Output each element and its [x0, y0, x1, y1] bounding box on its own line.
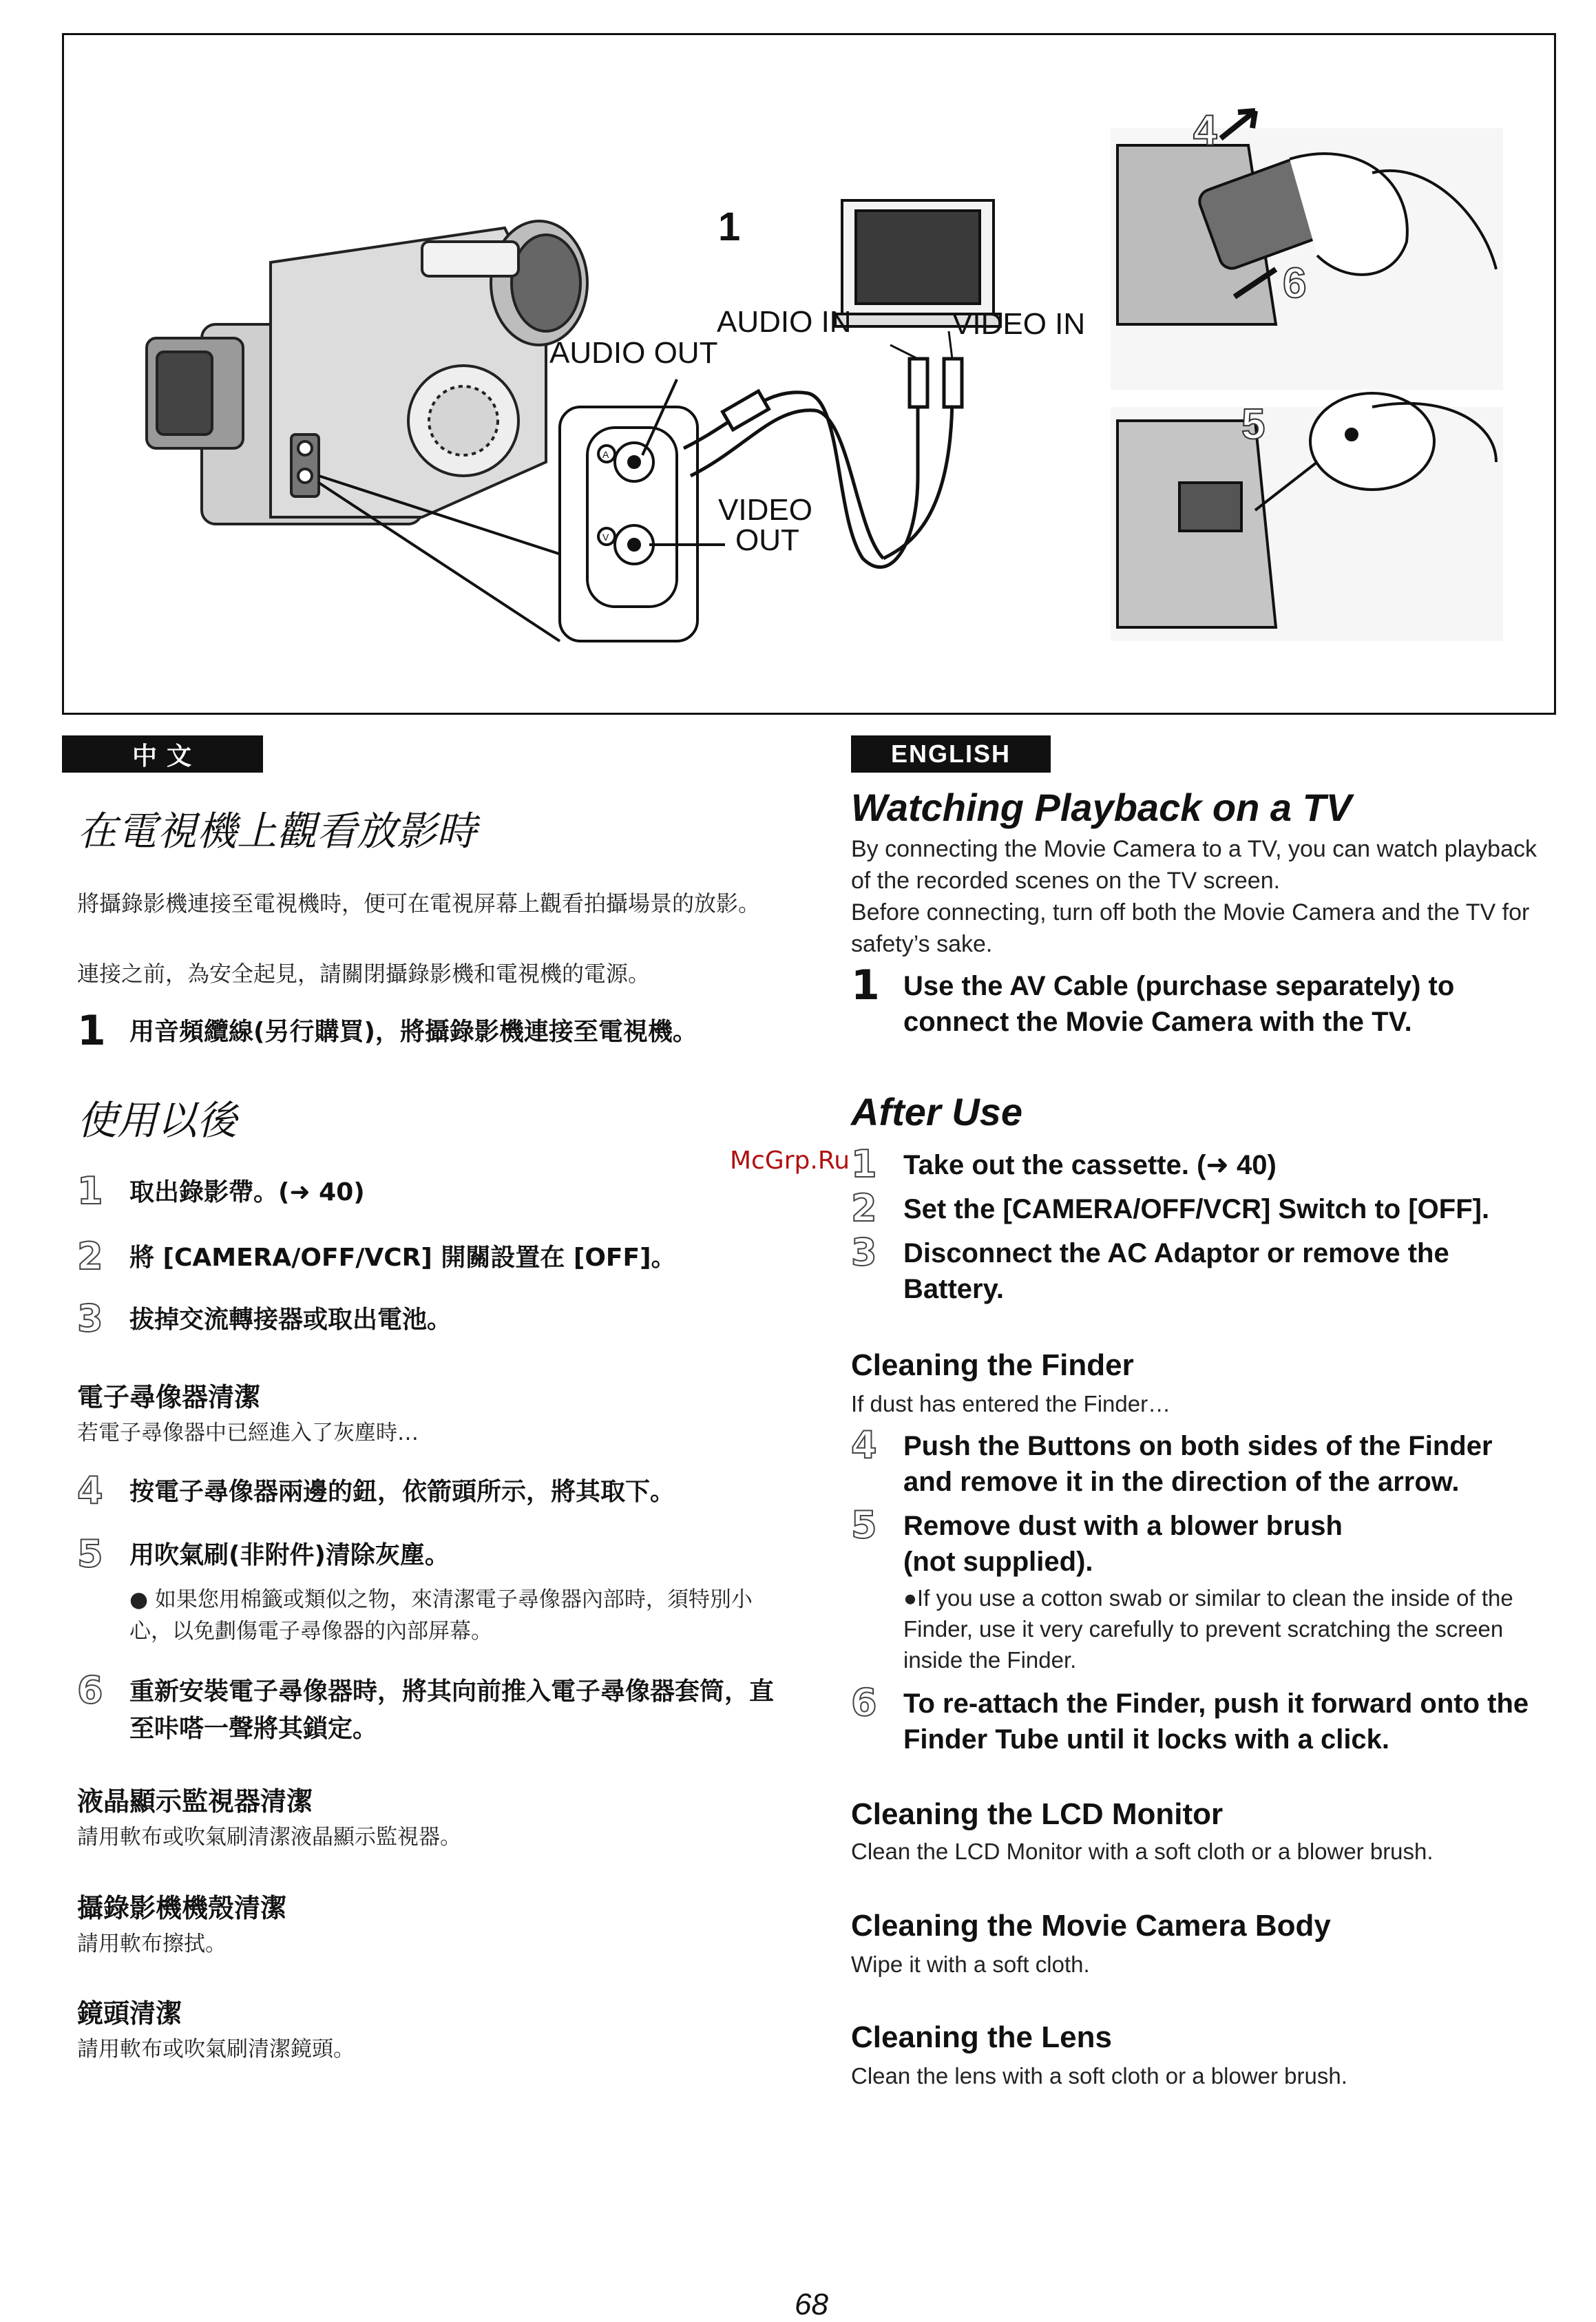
zh-intro-2: 連接之前，為安全起見，請關閉攝錄影機和電視機的電源。	[77, 961, 651, 987]
en-finder-4-text: Push the Buttons on both sides of the Finder and remove it in the direction of the arrow.	[903, 1431, 1493, 1497]
camcorder-drawing	[147, 221, 587, 524]
en-finder-title: Cleaning the Finder	[851, 1348, 1134, 1382]
en-lens-text: Clean the lens with a soft cloth or a blower brush.	[851, 2063, 1347, 2089]
zh-lcd-title: 液晶顯示監視器清潔	[77, 1786, 313, 1817]
en-lens-title: Cleaning the Lens	[851, 2020, 1112, 2054]
zh-finder-title: 電子尋像器清潔	[77, 1382, 261, 1412]
zh-finder-5-number: 5	[77, 1532, 103, 1576]
video-in-label: VIDEO IN	[952, 307, 1086, 341]
en-finder-5-bullet: ●If you use a cotton swab or similar to clean the inside of the Finder, use it very carefully to prevent scratching the screen inside the Finder.	[903, 1585, 1513, 1673]
en-body-text: Wipe it with a soft cloth.	[851, 1952, 1090, 1977]
zh-after-step-2	[77, 1235, 807, 1278]
en-intro-2: Before connecting, turn off both the Movie Camera and the TV for safety’s sake.	[851, 899, 1530, 957]
en-after-2-number: 2	[851, 1186, 877, 1230]
zh-after-2-number: 2	[77, 1235, 103, 1278]
zh-title: 在電視機上觀看放影時	[77, 808, 477, 855]
zh-after-2-text: 將 [CAMERA/OFF/VCR] 開關設置在 [OFF]。	[129, 1244, 676, 1272]
chinese-language-tab: 中 文	[62, 735, 263, 773]
zh-finder-5-bullet: ● 如果您用棉籤或類似之物，來清潔電子尋像器內部時，須特別小心，以免劃傷電子尋像器的內部屏幕。	[129, 1587, 753, 1644]
zh-after-1-text: 取出錄影帶。(➜ 40)	[129, 1178, 365, 1206]
jack-v-label: V	[602, 532, 609, 543]
en-finder-4-number: 4	[851, 1423, 877, 1467]
en-after-step-2	[851, 1186, 1546, 1230]
figure-step-5: 5	[1241, 401, 1266, 448]
zh-lens-title: 鏡頭清潔	[77, 1998, 182, 2029]
zh-step-1-text: 用音頻纜線(另行購買)，將攝錄影機連接至電視機。	[129, 1018, 697, 1046]
zh-finder-note: 若電子尋像器中已經進入了灰塵時…	[77, 1421, 419, 1445]
zh-finder-step-4	[77, 1469, 807, 1512]
audio-out-label: AUDIO OUT	[549, 336, 718, 370]
zh-after-title: 使用以後	[77, 1097, 238, 1144]
video-out-label-line2: OUT	[735, 523, 799, 557]
zh-after-1-number: 1	[77, 1169, 103, 1213]
en-step-1	[851, 961, 1546, 1040]
en-lcd-title: Cleaning the LCD Monitor	[851, 1797, 1224, 1831]
page-number: 68	[795, 2288, 828, 2321]
zh-after-step-3	[77, 1297, 807, 1340]
figure-step-1: 1	[718, 205, 741, 249]
en-finder-5-text: Remove dust with a blower brush (not supplied).	[903, 1511, 1343, 1577]
zh-body-title: 攝錄影機機殼清潔	[77, 1893, 287, 1923]
en-finder-step-5	[851, 1503, 1546, 1580]
zh-lens-text: 請用軟布或吹氣刷清潔鏡頭。	[77, 2037, 355, 2062]
en-lcd-text: Clean the LCD Monitor with a soft cloth or a blower brush.	[851, 1839, 1434, 1864]
en-after-2-text: Set the [CAMERA/OFF/VCR] Switch to [OFF].	[903, 1194, 1490, 1224]
en-after-title: After Use	[851, 1090, 1022, 1133]
en-step-1-number: 1	[851, 961, 880, 1010]
en-after-1-number: 1	[851, 1142, 877, 1186]
zh-intro-1: 將攝錄影機連接至電視機時，便可在電視屏幕上觀看拍攝場景的放影。	[77, 890, 761, 917]
zh-after-3-number: 3	[77, 1297, 103, 1340]
en-intro-1: By connecting the Movie Camera to a TV, you can watch playback of the recorded scenes on the TV screen.	[851, 836, 1537, 894]
en-finder-step-6	[851, 1681, 1546, 1757]
zh-after-3-text: 拔掉交流轉接器或取出電池。	[129, 1306, 452, 1334]
en-after-step-1	[851, 1142, 1546, 1186]
en-finder-6-text: To re-attach the Finder, push it forward onto the Finder Tube until it locks with a click.	[903, 1688, 1529, 1755]
zh-body-text: 請用軟布擦拭。	[77, 1932, 227, 1956]
finder-removal-inset	[1111, 107, 1503, 390]
en-title: Watching Playback on a TV	[851, 786, 1352, 829]
audio-in-label: AUDIO IN	[717, 305, 852, 339]
en-step-1-text: Use the AV Cable (purchase separately) to connect the Movie Camera with the TV.	[903, 971, 1455, 1037]
blower-brush-inset	[1111, 393, 1503, 641]
en-after-3-text: Disconnect the AC Adaptor or remove the Battery.	[903, 1238, 1449, 1304]
av-cable	[684, 359, 962, 567]
english-language-tab: ENGLISH	[851, 735, 1051, 773]
zh-finder-step-6	[77, 1669, 807, 1748]
figure-step-4: 4	[1193, 107, 1217, 154]
figure-step-6: 6	[1283, 260, 1307, 307]
zh-finder-6-text: 重新安裝電子尋像器時，將其向前推入電子尋像器套筒，直至咔嗒一聲將其鎖定。	[129, 1677, 775, 1743]
zh-lcd-text: 請用軟布或吹氣刷清潔液晶顯示監視器。	[77, 1825, 461, 1850]
en-finder-step-4	[851, 1423, 1546, 1500]
en-after-1-text: Take out the cassette. (➜ 40)	[903, 1150, 1277, 1180]
en-finder-note: If dust has entered the Finder…	[851, 1391, 1171, 1416]
en-after-step-3	[851, 1231, 1546, 1307]
video-out-label-line1: VIDEO	[718, 493, 812, 527]
watermark-text: McGrp.Ru	[730, 1147, 850, 1175]
en-after-3-number: 3	[851, 1231, 877, 1274]
zh-step-1-number: 1	[77, 1007, 106, 1055]
zh-finder-step-5	[77, 1532, 807, 1576]
zh-step-1	[77, 1007, 807, 1055]
camera-tv-connection-illustration	[64, 35, 1554, 713]
illustration-frame	[62, 33, 1556, 715]
en-body-title: Cleaning the Movie Camera Body	[851, 1909, 1331, 1943]
en-finder-5-number: 5	[851, 1503, 877, 1547]
zh-finder-4-number: 4	[77, 1469, 103, 1512]
zh-finder-5-text: 用吹氣刷(非附件)清除灰塵。	[129, 1541, 450, 1569]
jack-a-label: A	[602, 449, 609, 460]
en-finder-6-number: 6	[851, 1681, 877, 1724]
zh-finder-6-number: 6	[77, 1669, 103, 1712]
zh-finder-4-text: 按電子尋像器兩邊的鈕，依箭頭所示，將其取下。	[129, 1478, 675, 1506]
zh-after-step-1	[77, 1169, 807, 1213]
